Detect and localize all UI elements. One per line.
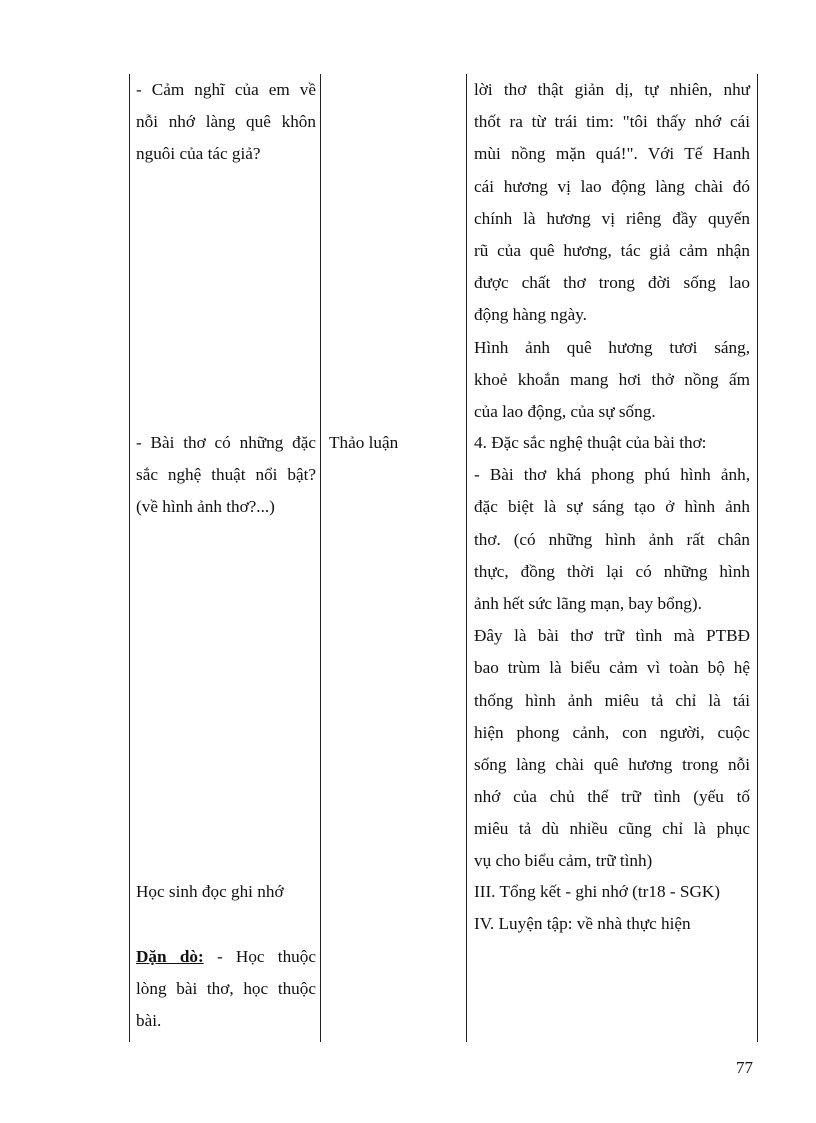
text-line: đặc biệt là sự sáng tạo ở hình ảnh: [474, 497, 750, 517]
table-border-left: [129, 74, 130, 1042]
text-line: được chất thơ trong đời sống lao: [474, 273, 750, 293]
activity-discussion: Thảo luận: [329, 433, 399, 452]
text-line: rũ của quê hương, tác giả cảm nhận: [474, 240, 750, 260]
text-line: khoẻ khoắn mang hơi thở nồng ấm: [474, 369, 750, 389]
text-line: bài.: [136, 1011, 162, 1031]
text-line: nhớ của chủ thể trữ tình (yếu tố: [474, 787, 750, 807]
text-line: lời thơ thật giản dị, tự nhiên, như: [474, 80, 750, 99]
text-line: lòng bài thơ, học thuộc: [136, 979, 316, 999]
text-line: thốt ra từ trái tim: "tôi thấy nhớ cái: [474, 112, 750, 132]
homework-label: Dặn dò:: [136, 947, 204, 966]
text-line: hiện phong cảnh, con người, cuộc: [474, 722, 750, 742]
text-line: - Cảm nghĩ của em về: [136, 80, 316, 99]
text-line: cái hương vị lao động làng chài đó: [474, 176, 750, 196]
text-line: thực, đồng thời lại có những hình: [474, 561, 750, 581]
text-line: thơ. (có những hình ảnh rất chân: [474, 529, 750, 549]
question-feelings: [136, 74, 316, 171]
page-number: 77: [736, 1058, 753, 1077]
text-line: miêu tả dù nhiều cũng chỉ là phục: [474, 819, 750, 839]
summary-heading: III. Tổng kết - ghi nhớ (tr18 - SGK): [474, 882, 721, 901]
text-line: Hình ảnh quê hương tươi sáng,: [474, 337, 750, 357]
text-line: - Bài thơ có những đặc: [136, 433, 316, 452]
practice-heading: IV. Luyện tập: về nhà thực hiện: [474, 914, 691, 934]
text-line: động hàng ngày.: [474, 305, 587, 325]
text-line: sống làng chài quê hương trong nỗi: [474, 754, 750, 774]
text-line: nguôi của tác giả?: [136, 144, 261, 164]
lesson-table: [129, 74, 759, 1042]
table-border-right: [757, 74, 758, 1042]
section-summary: [474, 876, 750, 940]
text-line: của lao động, của sự sống.: [474, 401, 656, 421]
section-heading: 4. Đặc sắc nghệ thuật của bài thơ:: [474, 433, 707, 452]
text-line: Dặn dò: - Học thuộc: [136, 947, 316, 966]
text-line: (về hình ảnh thơ?...): [136, 497, 275, 517]
text-line: vụ cho biểu cảm, trữ tình): [474, 851, 653, 871]
text-line: Đây là bài thơ trữ tình mà PTBĐ: [474, 626, 750, 646]
question-art-features: [136, 427, 316, 524]
text-line: nỗi nhớ làng quê khôn: [136, 112, 316, 132]
homework-note: [136, 941, 316, 1038]
text-line: mùi nồng mặn quá!". Với Tế Hanh: [474, 144, 750, 164]
column-divider-1: [320, 74, 321, 1042]
text-line: bao trùm là biểu cảm vì toàn bộ hệ: [474, 658, 750, 678]
paragraph-simple-verse: [474, 74, 750, 428]
read-memo-note: Học sinh đọc ghi nhớ: [136, 882, 284, 901]
column-divider-2: [466, 74, 467, 1042]
text-line: chính là hương vị riêng đầy quyến: [474, 208, 750, 228]
text-line: sắc nghệ thuật nổi bật?: [136, 465, 316, 485]
text-line: thống hình ảnh miêu tả chỉ là tái: [474, 690, 750, 710]
text-line: - Bài thơ khá phong phú hình ảnh,: [474, 465, 750, 485]
section-art-features: [474, 427, 750, 878]
text-line: ảnh hết sức lãng mạn, bay bổng).: [474, 593, 702, 613]
